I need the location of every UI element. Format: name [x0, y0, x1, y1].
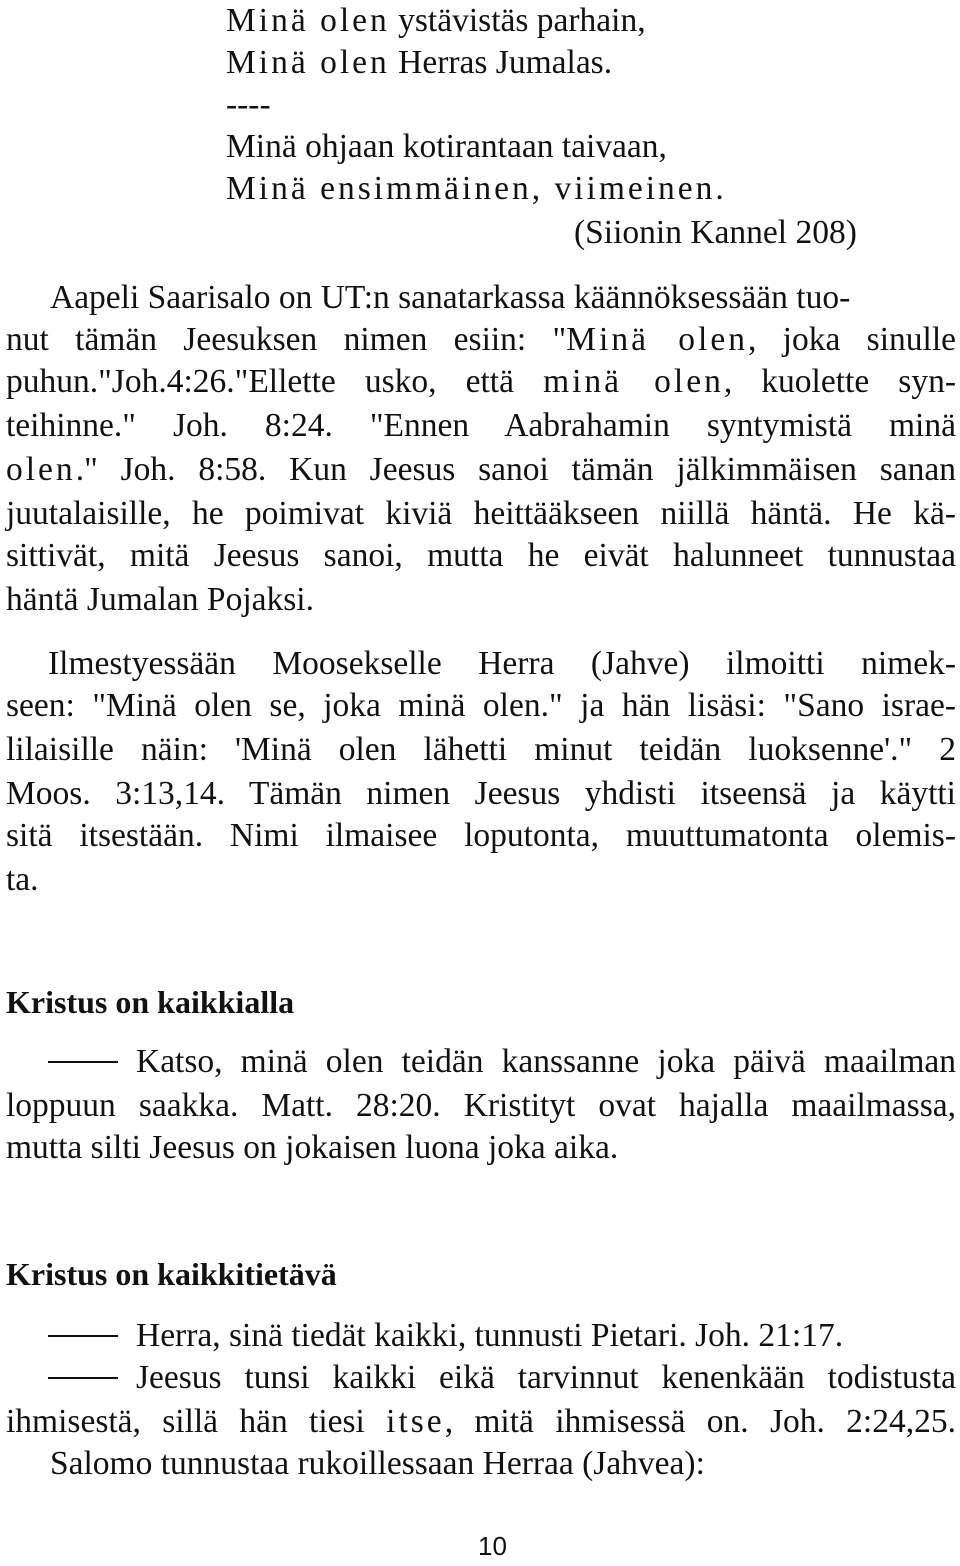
para1-line-1: Aapeli Saarisalo on UT:n sanatarkassa käännöksessään tuo- [50, 279, 851, 316]
section2-line-2-text: Jeesus tunsi kaikki eikä tarvinnut kenenkään todistusta [136, 1359, 956, 1396]
para1-line-7: sittivät, mitä Jeesus sanoi, mutta he eivät halunneet tunnustaa [6, 537, 956, 574]
para1-line-5 [6, 450, 956, 490]
page-number: 10 [478, 1531, 507, 1561]
poem-line-3: Minä ohjaan kotirantaan taivaan, [226, 128, 667, 165]
section2-line-3-a: ihmisestä, sillä hän tiesi [6, 1403, 387, 1440]
para1-line-2-a: nut tämän Jeesuksen nimen esiin: " [6, 321, 567, 358]
section2-line-1-text: Herra, sinä tiedät kaikki, tunnusti Pietari. Joh. 21:17. [136, 1317, 844, 1354]
para1-line-6: juutalaisille, he poimivat kiviä heittääkseen niillä häntä. He kä- [6, 495, 956, 532]
poem-line-4: Minä ensimmäinen, viimeinen. [226, 170, 727, 207]
section2-line-3-b: itse [386, 1403, 445, 1440]
poem-separator: ---- [226, 86, 271, 123]
em-dash [48, 1061, 118, 1063]
para1-line-4: teihinne." Joh. 8:24. "Ennen Aabrahamin syntymistä minä [6, 407, 956, 444]
para2-line-3: lilaisille näin: 'Minä olen lähetti minut teidän luoksenne'." 2 [6, 731, 956, 768]
para1-line-2 [6, 320, 956, 360]
para1-line-8: häntä Jumalan Pojaksi. [6, 581, 314, 618]
section2-line-4: Salomo tunnustaa rukoillessaan Herraa (Jahvea): [50, 1445, 705, 1482]
para1-line-3-b: minä olen [543, 363, 724, 400]
em-dash [48, 1377, 118, 1379]
poem-line-2-spaced: Minä olen [226, 44, 390, 81]
para1-line-5-b: ." Joh. 8:58. Kun Jeesus sanoi tämän jälkimmäisen sanan [75, 451, 956, 488]
section1-line-1 [48, 1042, 956, 1082]
para1-line-3-a: puhun."Joh.4:26."Ellette usko, että [6, 363, 544, 400]
para1-line-3-c: , kuolette syn- [723, 363, 956, 400]
document-page [6, 0, 956, 1566]
section1-line-2: loppuun saakka. Matt. 28:20. Kristityt ovat hajalla maailmassa, [6, 1087, 956, 1124]
para2-line-2: seen: "Minä olen se, joka minä olen." ja hän lisäsi: "Sano israe- [6, 687, 956, 724]
para2-line-5: sitä itsestään. Nimi ilmaisee loputonta, muuttumatonta olemis- [6, 817, 956, 854]
poem-source: (Siionin Kannel 208) [574, 214, 857, 251]
section1-line-3: mutta silti Jeesus on jokaisen luona joka aika. [6, 1129, 619, 1166]
section2-line-2 [48, 1358, 956, 1398]
para1-line-2-c: , joka sinulle [747, 321, 956, 358]
poem-line-2 [226, 43, 612, 83]
para1-line-5-a: olen [6, 451, 76, 488]
para1-line-3 [6, 362, 956, 402]
poem-line-1-rest: ystävistäs parhain, [389, 2, 646, 39]
section-heading-omniscient: Kristus on kaikkitietävä [6, 1256, 337, 1292]
em-dash [48, 1335, 118, 1337]
section-heading-everywhere: Kristus on kaikkialla [6, 984, 295, 1020]
poem-line-1-spaced: Minä olen [226, 2, 390, 39]
para1-line-2-b: Minä olen [566, 321, 748, 358]
para2-line-6: ta. [6, 861, 39, 898]
section1-line-1-text: Katso, minä olen teidän kanssanne joka päivä maailman [136, 1043, 956, 1080]
poem-line-2-rest: Herras Jumalas. [389, 44, 613, 81]
para2-line-4: Moos. 3:13,14. Tämän nimen Jeesus yhdisti itseensä ja käytti [6, 775, 956, 812]
section2-line-1 [48, 1316, 843, 1356]
section2-line-3 [6, 1402, 956, 1442]
poem-line-1 [226, 1, 646, 41]
section2-line-3-c: , mitä ihmisessä on. Joh. 2:24,25. [444, 1403, 956, 1440]
para2-line-1: Ilmestyessään Moosekselle Herra (Jahve) ilmoitti nimek- [48, 645, 956, 682]
